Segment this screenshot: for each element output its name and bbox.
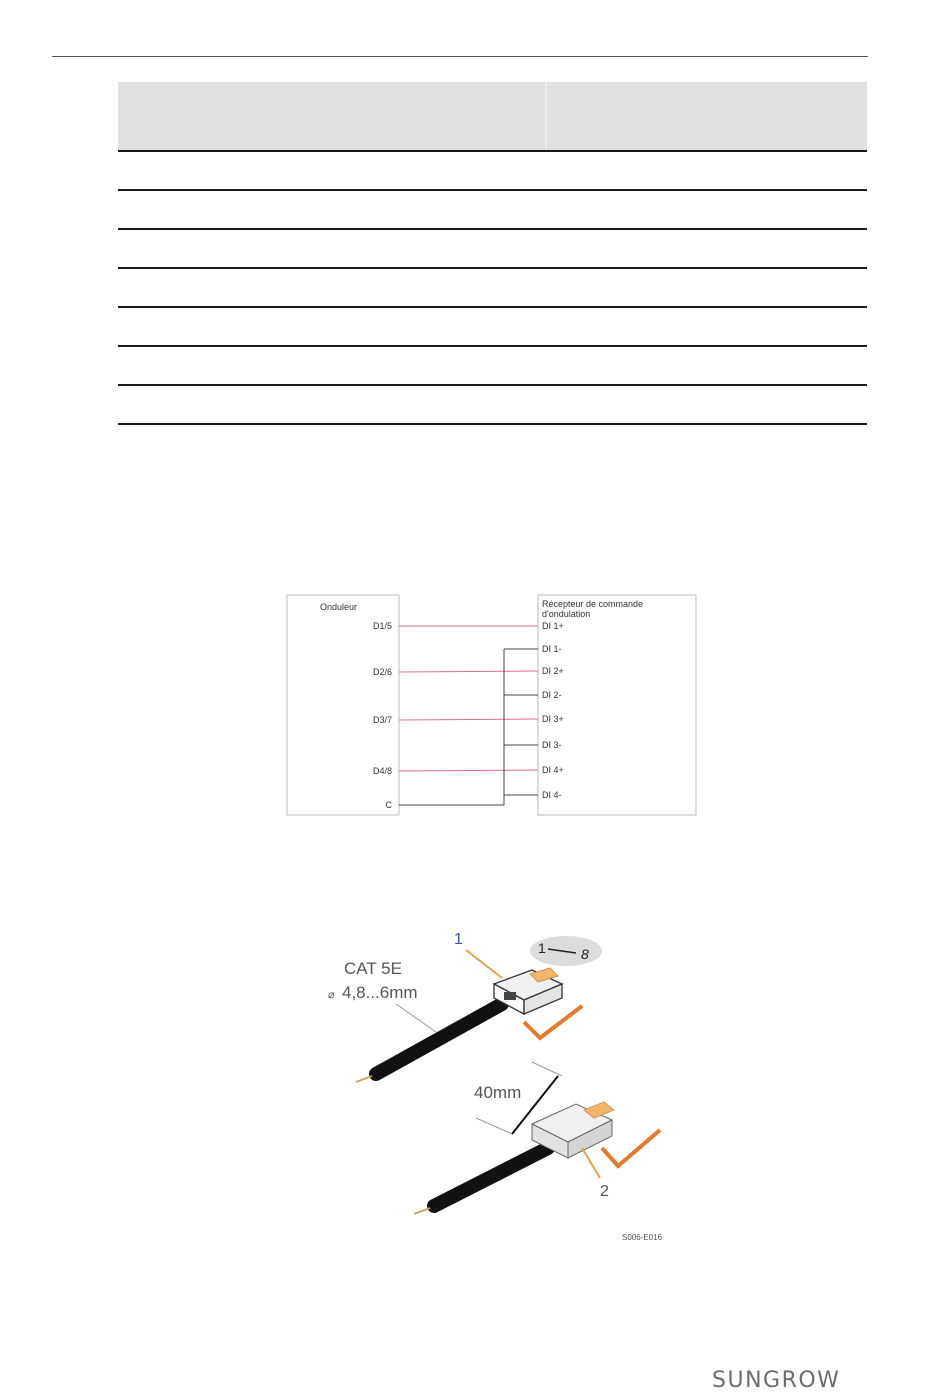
table-row [118,152,867,191]
terminal-table [118,82,867,425]
wiring-diagram [286,594,698,818]
receiver-terminal-label: DI 3- [542,740,562,750]
callout-2: 2 [600,1183,609,1200]
table-row [118,386,867,425]
inverter-title: Onduleur [320,602,358,612]
cable-upper-wires [356,1076,372,1082]
cable-illustration [326,922,670,1246]
pin-end: 8 [581,946,589,962]
callout-2-leader [582,1148,600,1178]
table-row [118,191,867,230]
diameter-icon: ⌀ [328,989,335,1001]
receiver-terminal-label: DI 1+ [542,621,564,631]
cable-upper [376,1004,502,1074]
callout-1: 1 [454,931,463,948]
signal-wire [399,770,538,771]
receiver-terminal-label: DI 4- [542,790,562,800]
receiver-subtitle: d'ondulation [542,609,591,619]
pin-range-badge [530,936,602,966]
inverter-terminal-label: D4/8 [372,766,392,776]
receiver-terminal-label: DI 1- [542,644,562,654]
inverter-terminal-label: D1/5 [372,621,392,631]
table-row [118,269,867,308]
cable-lower-wires [414,1208,430,1214]
table-row [118,230,867,269]
table-row [118,347,867,386]
receiver-terminal-label: DI 4+ [542,765,564,775]
inverter-terminal-label: C [385,800,392,810]
inverter-terminal-label: D3/7 [372,715,392,725]
figure-code: S006-E016 [622,1233,663,1242]
pin-start: 1 [538,940,546,956]
callout-1-leader [466,950,502,978]
signal-wire [399,671,538,672]
table-row [118,308,867,347]
table-header [118,82,867,150]
receiver-terminal-label: DI 2- [542,690,562,700]
cable-label-leader [396,1004,436,1032]
receiver-terminal-label: DI 2+ [542,666,564,676]
header-rule [52,56,868,57]
diameter-label: 4,8...6mm [342,983,418,1002]
signal-wire [399,719,538,720]
cable-type-label: CAT 5E [344,959,402,978]
strip-length-label: 40mm [474,1083,522,1102]
receiver-terminal-label: DI 3+ [542,714,564,724]
inverter-terminal-label: D2/6 [372,667,392,677]
cable-lower [434,1148,548,1206]
sungrow-logo: SUNGROW [712,1368,841,1393]
receiver-title: Récepteur de commande [542,599,644,609]
